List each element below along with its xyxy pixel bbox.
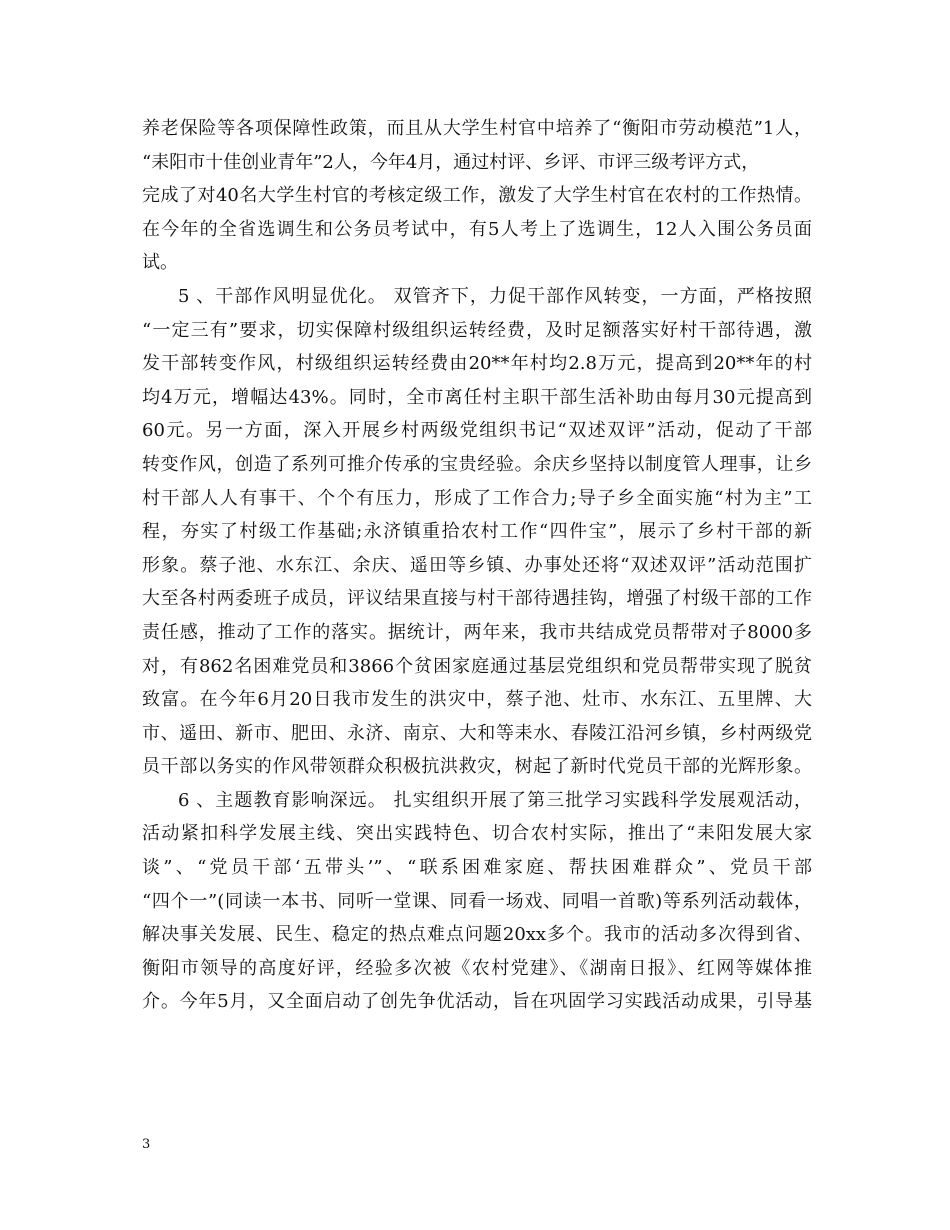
text-line: “四个一”(同读一本书、同听一堂课、同看一场戏、同唱一首歌)等系列活动载体， [142,890,812,912]
text-line: 完成了对40名大学生村官的考核定级工作，激发了大学生村官在农村的工作热情。 [142,185,812,207]
page-number: 3 [142,1137,151,1152]
text-line: 市、遥田、新市、肥田、永济、南京、大和等耒水、春陵江沿河乡镇，乡村两级党 [142,722,812,744]
text-line: 致富。在今年6月20日我市发生的洪灾中，蔡子池、灶市、水东江、五里牌、大 [142,689,812,711]
text-line: 5 、干部作风明显优化。 双管齐下，力促干部作风转变，一方面，严格按照 [178,285,812,307]
text-line: 责任感，推动了工作的落实。据统计，两年来，我市共结成党员帮带对子8000多 [142,621,812,643]
text-line: 试。 [142,252,178,274]
text-line: 员干部以务实的作风带领群众积极抗洪救灾，树起了新时代党员干部的光辉形象。 [142,756,812,778]
text-line: 在今年的全省选调生和公务员考试中，有5人考上了选调生，12人入围公务员面 [142,218,812,240]
text-line: “一定三有”要求，切实保障村级组织运转经费，及时足额落实好村干部待遇，激 [142,319,812,341]
text-line: “耒阳市十佳创业青年”2人，今年4月，通过村评、乡评、市评三级考评方式， [142,151,760,173]
text-line: 程，夯实了村级工作基础;永济镇重拾农村工作“四件宝”，展示了乡村干部的新 [142,521,812,543]
text-line: 活动紧扣科学发展主线、突出实践特色、切合农村实际，推出了“耒阳发展大家 [142,823,812,845]
text-line: 形象。蔡子池、水东江、余庆、遥田等乡镇、办事处还将“双述双评”活动范围扩 [142,554,812,576]
text-line: 介。今年5月，又全面启动了创先争优活动，旨在巩固学习实践活动成果，引导基 [142,991,812,1013]
text-line: 大至各村两委班子成员，评议结果直接与村干部待遇挂钩，增强了村级干部的工作 [142,588,812,610]
text-line: 对，有862名困难党员和3866个贫困家庭通过基层党组织和党员帮带实现了脱贫 [142,655,812,677]
text-line: 均4万元，增幅达43%。同时，全市离任村主职干部生活补助由每月30元提高到 [142,386,812,408]
text-line: 发干部转变作风，村级组织运转经费由20**年村均2.8万元，提高到20**年的村 [142,353,812,375]
text-line: 村干部人人有事干、个个有压力，形成了工作合力;导子乡全面实施“村为主”工 [142,487,812,509]
text-line: 衡阳市领导的高度好评，经验多次被《农村党建》、《湖南日报》、红网等媒体推 [142,957,812,979]
text-line: 转变作风，创造了系列可推介传承的宝贵经验。余庆乡坚持以制度管人理事，让乡 [142,453,812,475]
text-line: 养老保险等各项保障性政策，而且从大学生村官中培养了“衡阳市劳动模范”1人， [142,118,812,139]
body-text [142,112,812,1019]
text-line: 6 、主题教育影响深远。 扎实组织开展了第三批学习实践科学发展观活动， [178,789,812,811]
text-line: 谈”、“党员干部‘五带头’”、“联系困难家庭、帮扶困难群众”、党员干部 [142,857,812,879]
text-line: 60元。另一方面，深入开展乡村两级党组织书记“双述双评”活动，促动了干部 [142,420,812,442]
text-line: 解决事关发展、民生、稳定的热点难点问题20xx多个。我市的活动多次得到省、 [142,924,812,946]
